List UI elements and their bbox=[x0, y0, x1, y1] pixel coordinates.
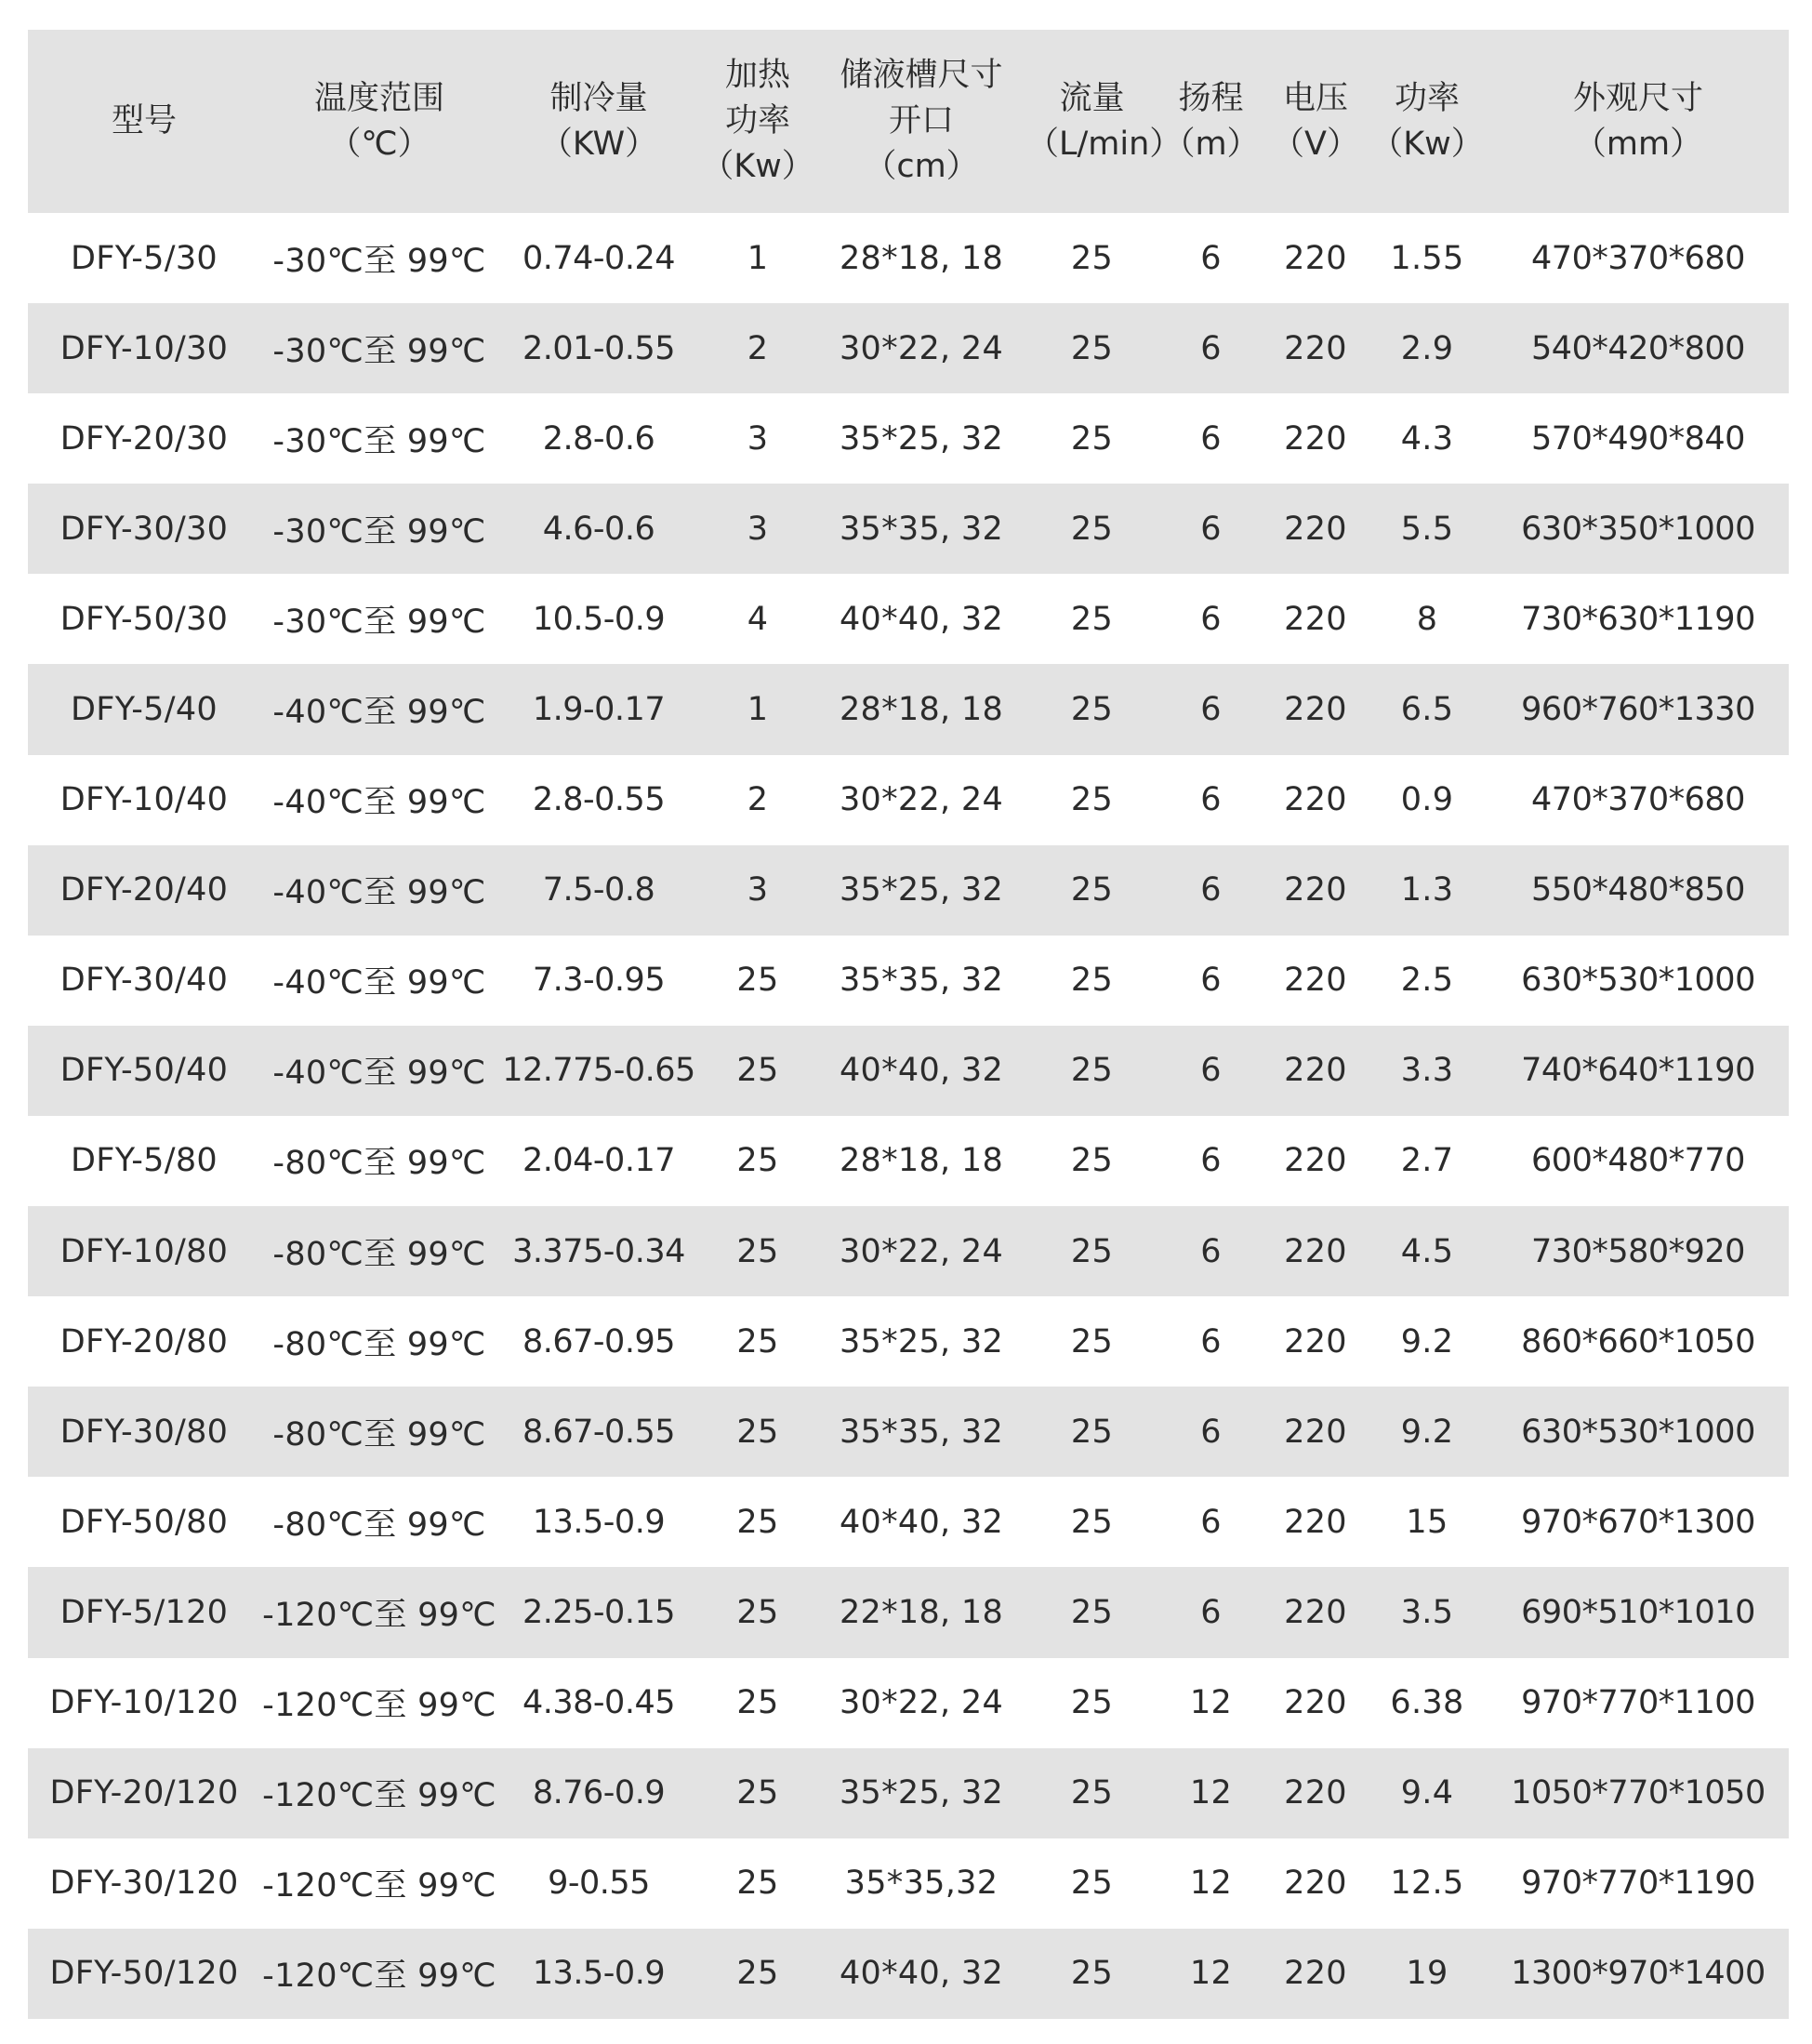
cell-head: 6 bbox=[1200, 962, 1222, 1000]
header-line: 温度范围 bbox=[313, 79, 444, 117]
table-row bbox=[28, 664, 1789, 754]
header-temp-range bbox=[260, 30, 498, 213]
cell-head: 12 bbox=[1189, 1774, 1233, 1812]
cell-heating-power: 25 bbox=[736, 1684, 779, 1722]
cell-head: 6 bbox=[1200, 1142, 1222, 1180]
cell-model: DFY-50/40 bbox=[60, 1052, 229, 1090]
cell-tank-size: 35*25, 32 bbox=[839, 871, 1004, 909]
cell-tank-size: 35*25, 32 bbox=[839, 1322, 1004, 1360]
header-line: （Kw） bbox=[701, 148, 814, 185]
cell-dimensions: 630*350*1000 bbox=[1521, 510, 1755, 548]
cell-temp-range: -80℃至 99℃ bbox=[272, 1415, 486, 1453]
cell-model: DFY-50/30 bbox=[60, 600, 229, 638]
header-model bbox=[28, 30, 260, 213]
cell-flow: 25 bbox=[1070, 1142, 1114, 1180]
cell-tank-size: 30*22, 24 bbox=[839, 781, 1004, 819]
cell-cooling-capacity: 4.6-0.6 bbox=[542, 510, 655, 548]
cell-power: 0.9 bbox=[1400, 781, 1454, 819]
cell-flow: 25 bbox=[1070, 1503, 1114, 1541]
cell-heating-power: 25 bbox=[736, 962, 779, 1000]
cell-model: DFY-30/40 bbox=[60, 962, 229, 1000]
cell-dimensions: 970*770*1190 bbox=[1521, 1865, 1755, 1903]
header-line: （cm） bbox=[864, 148, 979, 185]
header-line: （mm） bbox=[1573, 125, 1703, 163]
cell-heating-power: 1 bbox=[747, 691, 769, 729]
cell-power: 4.3 bbox=[1400, 419, 1454, 458]
cell-flow: 25 bbox=[1070, 781, 1114, 819]
cell-dimensions: 470*370*680 bbox=[1531, 781, 1745, 819]
cell-flow: 25 bbox=[1070, 1593, 1114, 1631]
cell-heating-power: 25 bbox=[736, 1503, 779, 1541]
cell-model: DFY-20/120 bbox=[49, 1774, 239, 1812]
cell-heating-power: 3 bbox=[747, 510, 769, 548]
cell-head: 6 bbox=[1200, 329, 1222, 367]
header-line: 加热 bbox=[724, 57, 790, 94]
cell-flow: 25 bbox=[1070, 510, 1114, 548]
cell-tank-size: 28*18, 18 bbox=[839, 1142, 1004, 1180]
cell-heating-power: 25 bbox=[736, 1322, 779, 1360]
cell-model: DFY-5/80 bbox=[71, 1142, 218, 1180]
cell-cooling-capacity: 4.38-0.45 bbox=[522, 1684, 675, 1722]
header-line: （℃） bbox=[328, 125, 430, 163]
cell-cooling-capacity: 2.8-0.55 bbox=[532, 781, 666, 819]
cell-head: 6 bbox=[1200, 1413, 1222, 1451]
cell-dimensions: 860*660*1050 bbox=[1521, 1322, 1755, 1360]
cell-flow: 25 bbox=[1070, 962, 1114, 1000]
cell-flow: 25 bbox=[1070, 1322, 1114, 1360]
cell-heating-power: 3 bbox=[747, 871, 769, 909]
cell-cooling-capacity: 8.67-0.55 bbox=[522, 1413, 675, 1451]
cell-head: 6 bbox=[1200, 239, 1222, 277]
cell-tank-size: 28*18, 18 bbox=[839, 691, 1004, 729]
cell-voltage: 220 bbox=[1284, 691, 1347, 729]
cell-model: DFY-5/30 bbox=[71, 239, 218, 277]
cell-flow: 25 bbox=[1070, 1413, 1114, 1451]
cell-flow: 25 bbox=[1070, 1955, 1114, 1993]
cell-tank-size: 22*18, 18 bbox=[839, 1593, 1004, 1631]
cell-tank-size: 40*40, 32 bbox=[839, 1052, 1004, 1090]
header-dimensions bbox=[1488, 30, 1789, 213]
cell-cooling-capacity: 10.5-0.9 bbox=[532, 600, 666, 638]
cell-heating-power: 25 bbox=[736, 1865, 779, 1903]
cell-voltage: 220 bbox=[1284, 1322, 1347, 1360]
cell-temp-range: -40℃至 99℃ bbox=[272, 784, 486, 822]
cell-temp-range: -30℃至 99℃ bbox=[272, 422, 486, 460]
cell-temp-range: -120℃至 99℃ bbox=[262, 1687, 496, 1725]
cell-voltage: 220 bbox=[1284, 1774, 1347, 1812]
cell-voltage: 220 bbox=[1284, 419, 1347, 458]
cell-model: DFY-50/120 bbox=[49, 1955, 239, 1993]
cell-temp-range: -80℃至 99℃ bbox=[272, 1325, 486, 1363]
cell-heating-power: 25 bbox=[736, 1955, 779, 1993]
cell-model: DFY-10/80 bbox=[60, 1232, 229, 1270]
cell-dimensions: 970*670*1300 bbox=[1521, 1503, 1755, 1541]
cell-dimensions: 470*370*680 bbox=[1531, 239, 1745, 277]
header-line: （KW） bbox=[539, 125, 658, 163]
cell-voltage: 220 bbox=[1284, 600, 1347, 638]
header-line: （m） bbox=[1162, 125, 1260, 163]
cell-flow: 25 bbox=[1070, 600, 1114, 638]
cell-dimensions: 970*770*1100 bbox=[1521, 1684, 1755, 1722]
cell-dimensions: 550*480*850 bbox=[1531, 871, 1745, 909]
cell-model: DFY-30/80 bbox=[60, 1413, 229, 1451]
table-row bbox=[28, 1296, 1789, 1387]
cell-power: 4.5 bbox=[1400, 1232, 1454, 1270]
cell-heating-power: 25 bbox=[736, 1142, 779, 1180]
cell-temp-range: -30℃至 99℃ bbox=[272, 332, 486, 370]
table-row bbox=[28, 936, 1789, 1026]
cell-head: 6 bbox=[1200, 1232, 1222, 1270]
cell-heating-power: 25 bbox=[736, 1774, 779, 1812]
cell-tank-size: 28*18, 18 bbox=[839, 239, 1004, 277]
cell-dimensions: 740*640*1190 bbox=[1521, 1052, 1755, 1090]
cell-temp-range: -80℃至 99℃ bbox=[272, 1506, 486, 1544]
cell-temp-range: -120℃至 99℃ bbox=[262, 1596, 496, 1634]
cell-power: 3.3 bbox=[1400, 1052, 1454, 1090]
cell-cooling-capacity: 7.5-0.8 bbox=[542, 871, 655, 909]
cell-head: 12 bbox=[1189, 1865, 1233, 1903]
cell-cooling-capacity: 0.74-0.24 bbox=[522, 239, 675, 277]
cell-voltage: 220 bbox=[1284, 1955, 1347, 1993]
header-tank-size bbox=[816, 30, 1026, 213]
cell-model: DFY-5/40 bbox=[71, 691, 218, 729]
table-row bbox=[28, 484, 1789, 574]
table-row bbox=[28, 393, 1789, 484]
cell-power: 3.5 bbox=[1400, 1593, 1454, 1631]
cell-tank-size: 35*35,32 bbox=[844, 1865, 999, 1903]
header-line: 外观尺寸 bbox=[1572, 79, 1703, 117]
cell-temp-range: -120℃至 99℃ bbox=[262, 1777, 496, 1815]
cell-cooling-capacity: 8.67-0.95 bbox=[522, 1322, 675, 1360]
header-row bbox=[28, 30, 1789, 213]
cell-heating-power: 3 bbox=[747, 419, 769, 458]
cell-heating-power: 1 bbox=[747, 239, 769, 277]
table-row bbox=[28, 1477, 1789, 1567]
header-line: （V） bbox=[1272, 125, 1359, 163]
table-row bbox=[28, 574, 1789, 664]
cell-head: 12 bbox=[1189, 1955, 1233, 1993]
table-row bbox=[28, 1387, 1789, 1477]
cell-tank-size: 30*22, 24 bbox=[839, 329, 1004, 367]
cell-cooling-capacity: 9-0.55 bbox=[548, 1865, 650, 1903]
cell-tank-size: 30*22, 24 bbox=[839, 1232, 1004, 1270]
cell-cooling-capacity: 2.25-0.15 bbox=[522, 1593, 675, 1631]
header-cooling-capacity bbox=[498, 30, 699, 213]
header-line: 电压 bbox=[1282, 79, 1348, 117]
cell-heating-power: 4 bbox=[747, 600, 769, 638]
cell-dimensions: 730*630*1190 bbox=[1521, 600, 1755, 638]
cell-dimensions: 730*580*920 bbox=[1531, 1232, 1745, 1270]
cell-model: DFY-30/30 bbox=[60, 510, 229, 548]
header-power bbox=[1367, 30, 1488, 213]
cell-tank-size: 35*25, 32 bbox=[839, 1774, 1004, 1812]
cell-power: 2.5 bbox=[1400, 962, 1454, 1000]
table-row bbox=[28, 1116, 1789, 1206]
header-voltage bbox=[1264, 30, 1367, 213]
cell-power: 9.2 bbox=[1400, 1322, 1454, 1360]
cell-head: 6 bbox=[1200, 781, 1222, 819]
table-row bbox=[28, 1658, 1789, 1748]
cell-flow: 25 bbox=[1070, 691, 1114, 729]
cell-head: 6 bbox=[1200, 600, 1222, 638]
cell-heating-power: 2 bbox=[747, 781, 769, 819]
table-row bbox=[28, 303, 1789, 393]
header-line: 扬程 bbox=[1178, 79, 1244, 117]
cell-power: 1.3 bbox=[1400, 871, 1454, 909]
cell-tank-size: 35*25, 32 bbox=[839, 419, 1004, 458]
cell-model: DFY-10/40 bbox=[60, 781, 229, 819]
table-row bbox=[28, 1929, 1789, 2019]
cell-power: 8 bbox=[1416, 600, 1438, 638]
cell-flow: 25 bbox=[1070, 1052, 1114, 1090]
cell-head: 6 bbox=[1200, 419, 1222, 458]
cell-cooling-capacity: 13.5-0.9 bbox=[532, 1503, 666, 1541]
cell-power: 5.5 bbox=[1400, 510, 1454, 548]
cell-power: 6.38 bbox=[1390, 1684, 1464, 1722]
cell-dimensions: 570*490*840 bbox=[1531, 419, 1745, 458]
cell-voltage: 220 bbox=[1284, 1142, 1347, 1180]
header-line: （L/min） bbox=[1026, 125, 1183, 163]
cell-tank-size: 40*40, 32 bbox=[839, 1955, 1004, 1993]
cell-flow: 25 bbox=[1070, 1232, 1114, 1270]
cell-dimensions: 600*480*770 bbox=[1531, 1142, 1745, 1180]
cell-dimensions: 540*420*800 bbox=[1531, 329, 1745, 367]
cell-temp-range: -40℃至 99℃ bbox=[272, 1055, 486, 1093]
cell-temp-range: -40℃至 99℃ bbox=[272, 874, 486, 912]
table-row bbox=[28, 213, 1789, 303]
cell-flow: 25 bbox=[1070, 329, 1114, 367]
cell-cooling-capacity: 12.775-0.65 bbox=[502, 1052, 695, 1090]
cell-head: 6 bbox=[1200, 1322, 1222, 1360]
cell-heating-power: 25 bbox=[736, 1052, 779, 1090]
cell-dimensions: 690*510*1010 bbox=[1521, 1593, 1755, 1631]
cell-heating-power: 2 bbox=[747, 329, 769, 367]
cell-head: 12 bbox=[1189, 1684, 1233, 1722]
cell-power: 1.55 bbox=[1390, 239, 1464, 277]
header-line: 功率 bbox=[1394, 79, 1460, 117]
cell-cooling-capacity: 2.01-0.55 bbox=[522, 329, 675, 367]
cell-tank-size: 30*22, 24 bbox=[839, 1684, 1004, 1722]
cell-model: DFY-10/120 bbox=[49, 1684, 239, 1722]
table-row bbox=[28, 755, 1789, 845]
cell-cooling-capacity: 7.3-0.95 bbox=[532, 962, 666, 1000]
cell-flow: 25 bbox=[1070, 1684, 1114, 1722]
cell-voltage: 220 bbox=[1284, 1684, 1347, 1722]
cell-temp-range: -30℃至 99℃ bbox=[272, 242, 486, 280]
cell-temp-range: -120℃至 99℃ bbox=[262, 1867, 496, 1905]
cell-head: 6 bbox=[1200, 1593, 1222, 1631]
cell-head: 6 bbox=[1200, 871, 1222, 909]
cell-voltage: 220 bbox=[1284, 871, 1347, 909]
cell-model: DFY-50/80 bbox=[60, 1503, 229, 1541]
cell-model: DFY-30/120 bbox=[49, 1865, 239, 1903]
cell-voltage: 220 bbox=[1284, 239, 1347, 277]
cell-cooling-capacity: 13.5-0.9 bbox=[532, 1955, 666, 1993]
cell-model: DFY-10/30 bbox=[60, 329, 229, 367]
cell-tank-size: 35*35, 32 bbox=[839, 962, 1004, 1000]
cell-heating-power: 25 bbox=[736, 1593, 779, 1631]
header-line: （Kw） bbox=[1370, 125, 1484, 163]
cell-cooling-capacity: 1.9-0.17 bbox=[532, 691, 666, 729]
cell-voltage: 220 bbox=[1284, 1503, 1347, 1541]
header-line: 功率 bbox=[724, 102, 790, 139]
cell-power: 12.5 bbox=[1390, 1865, 1464, 1903]
cell-heating-power: 25 bbox=[736, 1232, 779, 1270]
cell-dimensions: 1050*770*1050 bbox=[1511, 1774, 1766, 1812]
cell-voltage: 220 bbox=[1284, 1413, 1347, 1451]
cell-voltage: 220 bbox=[1284, 781, 1347, 819]
cell-power: 9.2 bbox=[1400, 1413, 1454, 1451]
cell-model: DFY-20/80 bbox=[60, 1322, 229, 1360]
table-row bbox=[28, 1206, 1789, 1296]
header-flow bbox=[1026, 30, 1183, 213]
cell-model: DFY-20/40 bbox=[60, 871, 229, 909]
cell-flow: 25 bbox=[1070, 871, 1114, 909]
header-head bbox=[1157, 30, 1264, 213]
cell-power: 2.7 bbox=[1400, 1142, 1454, 1180]
cell-temp-range: -80℃至 99℃ bbox=[272, 1235, 486, 1273]
cell-dimensions: 630*530*1000 bbox=[1521, 962, 1755, 1000]
cell-temp-range: -80℃至 99℃ bbox=[272, 1145, 486, 1183]
header-line: 开口 bbox=[888, 102, 954, 139]
cell-head: 6 bbox=[1200, 1503, 1222, 1541]
cell-voltage: 220 bbox=[1284, 1232, 1347, 1270]
cell-power: 9.4 bbox=[1400, 1774, 1454, 1812]
header-line: 流量 bbox=[1059, 79, 1125, 117]
cell-voltage: 220 bbox=[1284, 962, 1347, 1000]
cell-temp-range: -40℃至 99℃ bbox=[272, 964, 486, 1002]
header-line: 储液槽尺寸 bbox=[840, 57, 1003, 94]
table-row bbox=[28, 845, 1789, 936]
table-body bbox=[28, 213, 1789, 2019]
cell-tank-size: 35*35, 32 bbox=[839, 1413, 1004, 1451]
cell-voltage: 220 bbox=[1284, 1865, 1347, 1903]
table-row bbox=[28, 1567, 1789, 1657]
cell-flow: 25 bbox=[1070, 419, 1114, 458]
header-line: 型号 bbox=[111, 102, 177, 139]
header-line: 制冷量 bbox=[549, 79, 648, 117]
cell-tank-size: 40*40, 32 bbox=[839, 1503, 1004, 1541]
cell-flow: 25 bbox=[1070, 1774, 1114, 1812]
cell-cooling-capacity: 8.76-0.9 bbox=[532, 1774, 666, 1812]
cell-voltage: 220 bbox=[1284, 329, 1347, 367]
cell-tank-size: 35*35, 32 bbox=[839, 510, 1004, 548]
header-heating-power bbox=[699, 30, 816, 213]
cell-temp-range: -30℃至 99℃ bbox=[272, 603, 486, 641]
table-row bbox=[28, 1748, 1789, 1838]
cell-temp-range: -30℃至 99℃ bbox=[272, 512, 486, 551]
cell-head: 6 bbox=[1200, 691, 1222, 729]
cell-power: 15 bbox=[1406, 1503, 1448, 1541]
table-row bbox=[28, 1026, 1789, 1116]
cell-heating-power: 25 bbox=[736, 1413, 779, 1451]
cell-temp-range: -120℃至 99℃ bbox=[262, 1958, 496, 1996]
cell-cooling-capacity: 2.04-0.17 bbox=[522, 1142, 675, 1180]
cell-voltage: 220 bbox=[1284, 1052, 1347, 1090]
cell-power: 6.5 bbox=[1400, 691, 1454, 729]
cell-temp-range: -40℃至 99℃ bbox=[272, 694, 486, 732]
cell-cooling-capacity: 2.8-0.6 bbox=[542, 419, 655, 458]
table-row bbox=[28, 1838, 1789, 1929]
cell-head: 6 bbox=[1200, 1052, 1222, 1090]
cell-cooling-capacity: 3.375-0.34 bbox=[512, 1232, 685, 1270]
cell-voltage: 220 bbox=[1284, 510, 1347, 548]
cell-flow: 25 bbox=[1070, 239, 1114, 277]
cell-dimensions: 960*760*1330 bbox=[1521, 691, 1755, 729]
cell-tank-size: 40*40, 32 bbox=[839, 600, 1004, 638]
cell-dimensions: 630*530*1000 bbox=[1521, 1413, 1755, 1451]
cell-flow: 25 bbox=[1070, 1865, 1114, 1903]
cell-head: 6 bbox=[1200, 510, 1222, 548]
cell-voltage: 220 bbox=[1284, 1593, 1347, 1631]
cell-model: DFY-5/120 bbox=[60, 1593, 229, 1631]
table-header bbox=[28, 30, 1789, 213]
cell-power: 19 bbox=[1406, 1955, 1448, 1993]
cell-power: 2.9 bbox=[1400, 329, 1454, 367]
cell-model: DFY-20/30 bbox=[60, 419, 229, 458]
spec-table bbox=[28, 30, 1789, 2019]
cell-dimensions: 1300*970*1400 bbox=[1511, 1955, 1766, 1993]
